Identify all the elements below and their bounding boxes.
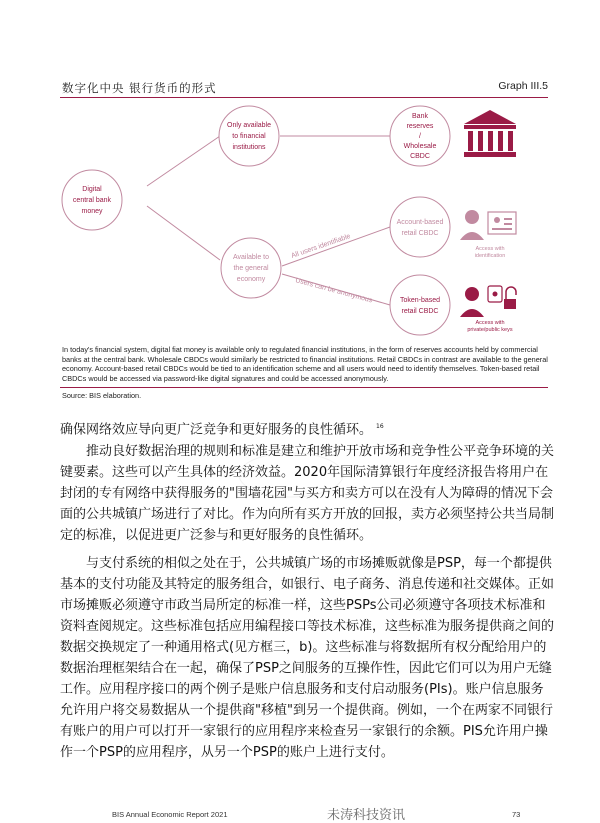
graph-label: Graph III.5: [498, 80, 548, 92]
node-general-line-1: Available to: [232, 254, 270, 261]
access-keys-line-1: Access with: [475, 320, 505, 326]
node-fi-line-3: institutions: [232, 144, 266, 151]
paragraph-2: 推动良好数据治理的规则和标准是建立和维护开放市场和竞争性公平竞争环境的关键要素。这些可以产生具体的经济效益。2020年国际清算银行年度经济报告将用户在封闭的专有网络中获得服务的"围墙花园"与买方和卖方可以在没有人为障碍的情况下会面的公共城镇广场进行了对比。作为向所有买方开放的回报，卖方必须坚持公共当局制定的标准，以促进更广泛参与和更好服务的良性循环。: [60, 444, 555, 543]
person-keys-icon: [460, 286, 516, 317]
node-general-economy: [221, 238, 281, 298]
footnote-ref: 16: [376, 423, 384, 430]
node-dcbm-line-1: Digital: [82, 186, 102, 193]
node-dcbm-line-2: central bank: [72, 197, 112, 204]
node-fi-line-2: to financial: [232, 133, 266, 140]
access-id-line-2: identification: [474, 253, 506, 259]
figure-caption: In today's financial system, digital fiat money is available only to regulated financial institutions, in the form of reserves accounts held by commercial banks at the central bank. Wholesale CBDCs would similarly be restricted to financial institutions. Retail CBDCs in contrast are available to the general economy. Account-based retail CBDCs would be tied to an identification scheme and all users would need to identify themselves. Token-based retail CBDCs would be accessed via password-like digital signatures and could be accessed anonymously.: [62, 345, 548, 383]
node-bank-reserves: [390, 106, 450, 166]
watermark-stamp: [236, 450, 346, 500]
figure-source: Source: BIS elaboration.: [62, 391, 142, 400]
bank-building-icon: [464, 110, 516, 157]
footer-report-name: BIS Annual Economic Report 2021: [112, 810, 228, 819]
node-digital-central-bank-money: [62, 170, 122, 230]
node-token-line-1: Token-based: [399, 297, 441, 304]
node-financial-institutions: [219, 106, 279, 166]
label-all-users-identifiable: All users identifiable: [290, 233, 352, 260]
access-keys-line-2: private/public keys: [467, 327, 513, 333]
label-users-can-be-anonymous: Users can be anonymous: [294, 277, 373, 305]
graph-title: 数字化中央 银行货币的形式: [62, 81, 217, 95]
node-account-line-1: Account-based: [396, 219, 444, 226]
node-account-line-2: retail CBDC: [401, 230, 439, 237]
person-id-icon: [460, 210, 516, 240]
paragraph-3: 与支付系统的相似之处在于，公共城镇广场的市场摊贩就像是PSP，每一个都提供基本的支付功能及其特定的服务组合，如银行、电子商务、消息传递和社交媒体。正如市场摊贩必须遵守市政当局所定的标准一样，这些PSPs公司必须遵守各项技术标准和资料查阅规定。这些标准包括应用编程接口等技术标准，这些标准为服务提供商之间的数据交换规定了一种通用格式(见方框三，b)。这些标准与将数据所有权分配给用户的数据治理框架结合在一起，确保了PSP之间服务的互操作性，因此它们可以为用户无缝工作。应用程序接口的两个例子是账户信息服务和支付启动服务(PIs)。账户信息服务允许用户将交易数据从一个提供商"移植"到另一个提供商。例如，一个在两家不同银行有账户的用户可以打开一家银行的应用程序来检查另一家银行的余额。PIS允许用户操作一个PSP的应用程序，从另一个PSP的账户上进行支付。: [60, 556, 555, 760]
node-token-based: [390, 275, 450, 335]
header-rule: [60, 97, 548, 98]
cbdc-diagram: [60, 100, 550, 340]
node-bank-line-3: /: [419, 133, 421, 140]
node-fi-line-1: Only available: [227, 122, 271, 129]
paragraph-1: [60, 416, 556, 440]
access-id-line-1: Access with: [475, 246, 505, 252]
node-general-line-3: economy: [236, 276, 266, 283]
node-bank-line-4: Wholesale: [403, 143, 437, 150]
node-account-based: [390, 197, 450, 257]
footer-watermark: 未涛科技资讯: [327, 808, 406, 823]
node-bank-line-5: CBDC: [410, 153, 430, 160]
caption-rule: [60, 387, 548, 388]
node-bank-line-2: reserves: [406, 123, 434, 130]
node-dcbm-line-3: money: [81, 208, 103, 215]
node-general-line-2: the general: [233, 265, 269, 272]
node-token-line-2: retail CBDC: [401, 308, 439, 315]
node-bank-line-1: Bank: [412, 113, 428, 120]
paragraph-1-text: 确保网络效应导向更广泛竞争和更好服务的良性循环。: [60, 422, 373, 438]
footer-page-number: 73: [512, 810, 521, 819]
